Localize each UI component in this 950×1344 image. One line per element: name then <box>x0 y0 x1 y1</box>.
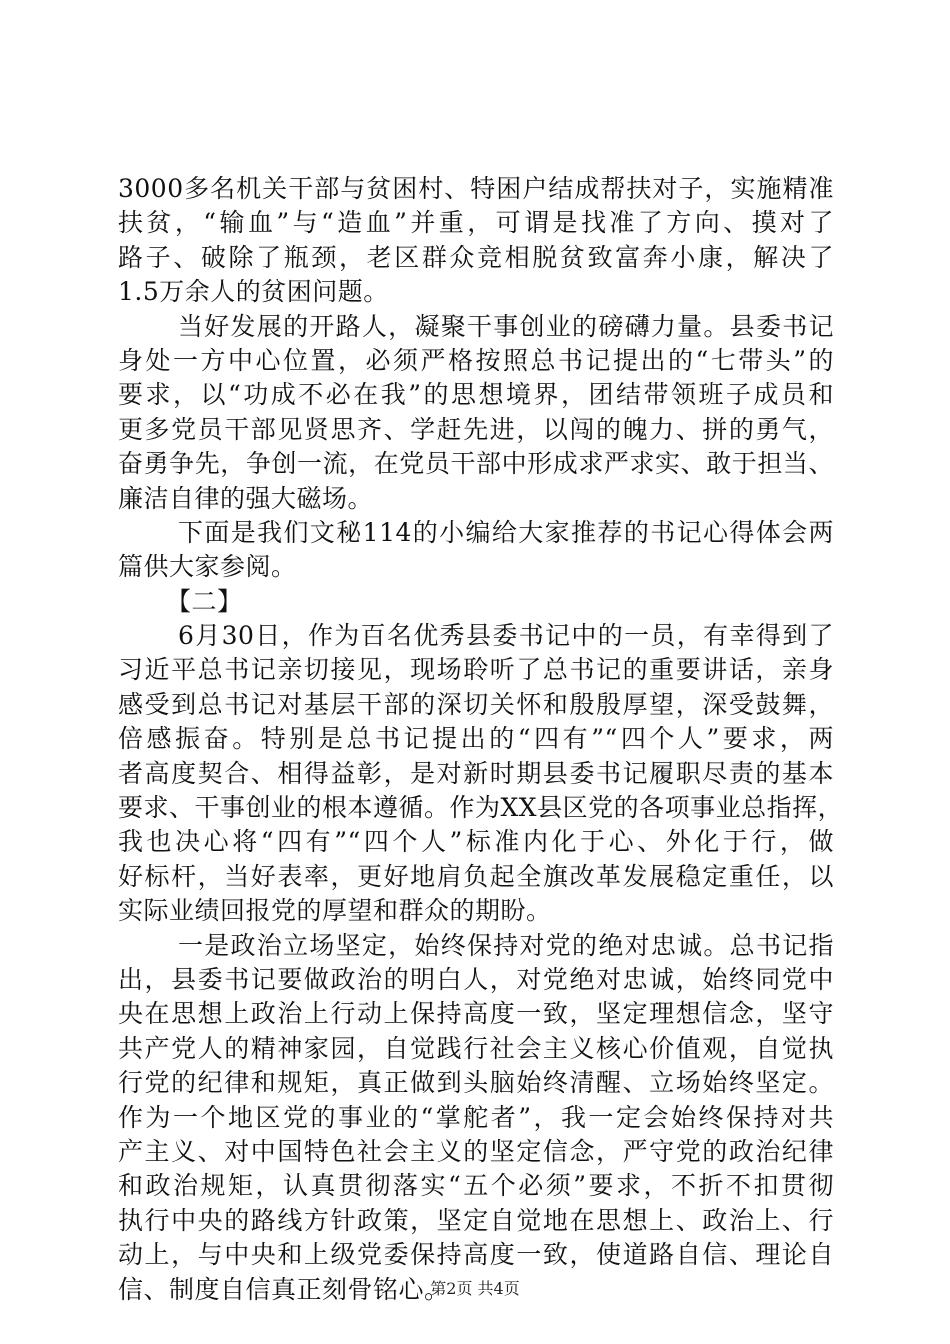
text-line: 篇供大家参阅。 <box>118 552 297 582</box>
section-heading: 【二】 <box>166 586 243 616</box>
text-line: 更多党员干部见贤思齐、学赶先进，以闯的魄力、拼的勇气， <box>118 414 834 444</box>
text-line: 央在思想上政治上行动上保持高度一致，坚定理想信念，坚守 <box>118 999 834 1029</box>
text-line: 出，县委书记要做政治的明白人，对党绝对忠诚，始终同党中 <box>118 964 834 994</box>
text-line: 作为一个地区党的事业的“掌舵者”，我一定会始终保持对共 <box>118 1102 834 1132</box>
text-line: 好标杆，当好表率，更好地肩负起全旗改革发展稳定重任，以 <box>118 861 834 891</box>
text-line: 动上，与中央和上级党委保持高度一致，使道路自信、理论自 <box>118 1240 834 1270</box>
document-body <box>118 172 844 1307</box>
text-line: 6月30日，作为百名优秀县委书记中的一员，有幸得到了 <box>178 621 834 651</box>
text-line: 当好发展的开路人，凝聚干事创业的磅礴力量。县委书记 <box>178 311 834 341</box>
text-line: 信、制度自信真正刻骨铭心。 <box>118 1274 450 1304</box>
text-line: 路子、破除了瓶颈，老区群众竞相脱贫致富奔小康，解决了 <box>118 242 834 272</box>
text-line: 倍感振奋。特别是总书记提出的“四有”“四个人”要求，两 <box>118 724 834 754</box>
text-line: 共产党人的精神家园，自觉践行社会主义核心价值观，自觉执 <box>118 1033 834 1063</box>
text-line: 实际业绩回报党的厚望和群众的期盼。 <box>118 896 552 926</box>
text-line: 感受到总书记对基层干部的深切关怀和殷殷厚望，深受鼓舞， <box>118 689 834 719</box>
text-line: 执行中央的路线方针政策，坚定自觉地在思想上、政治上、行 <box>118 1205 834 1235</box>
text-line: 习近平总书记亲切接见，现场聆听了总书记的重要讲话，亲身 <box>118 655 834 685</box>
text-line: 行党的纪律和规矩，真正做到头脑始终清醒、立场始终坚定。 <box>118 1068 834 1098</box>
text-line: 一是政治立场坚定，始终保持对党的绝对忠诚。总书记指 <box>178 930 834 960</box>
text-line: 产主义、对中国特色社会主义的坚定信念，严守党的政治纪律 <box>118 1136 834 1166</box>
text-line: 扶贫，“输血”与“造血”并重，可谓是找准了方向、摸对了 <box>118 208 834 238</box>
text-line: 身处一方中心位置，必须严格按照总书记提出的“七带头”的 <box>118 345 834 375</box>
text-line: 者高度契合、相得益彰，是对新时期县委书记履职尽责的基本 <box>118 758 834 788</box>
text-line: 廉洁自律的强大磁场。 <box>118 483 374 513</box>
page-footer: 第2页 共4页 <box>430 1279 520 1298</box>
text-line: 和政治规矩，认真贯彻落实“五个必须”要求，不折不扣贯彻 <box>118 1171 834 1201</box>
text-line: 要求，以“功成不必在我”的思想境界，团结带领班子成员和 <box>118 380 834 410</box>
text-line: 我也决心将“四有”“四个人”标准内化于心、外化于行，做 <box>118 827 834 857</box>
text-line: 3000多名机关干部与贫困村、特困户结成帮扶对子，实施精准 <box>118 174 834 203</box>
text-line: 下面是我们文秘114的小编给大家推荐的书记心得体会两 <box>178 517 834 547</box>
text-line: 要求、干事创业的根本遵循。作为XX县区党的各项事业总指挥， <box>118 793 844 823</box>
text-line: 1.5万余人的贫困问题。 <box>118 277 389 307</box>
text-line: 奋勇争先，争创一流，在党员干部中形成求严求实、敢于担当、 <box>118 449 834 479</box>
